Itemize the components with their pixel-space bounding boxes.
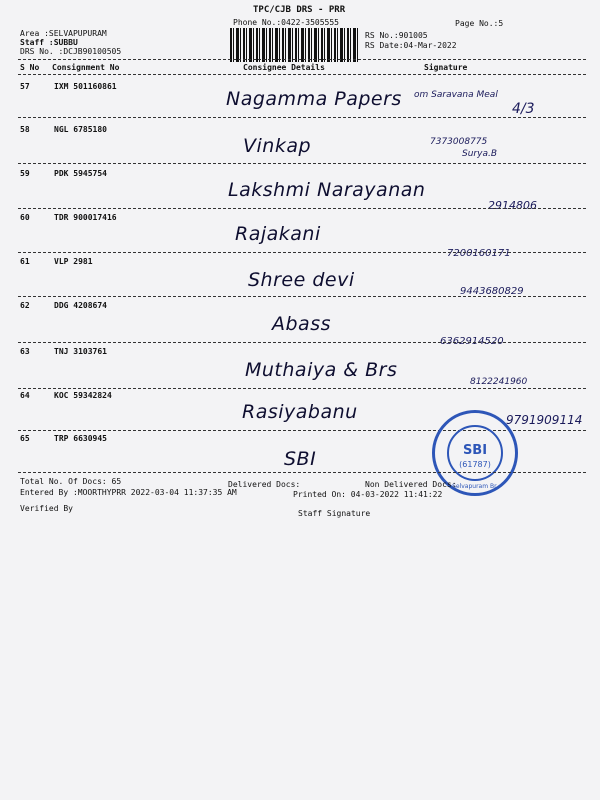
signature-phone: 9443680829 [460,286,524,297]
consignee-name: Lakshmi Narayanan [228,179,426,201]
row-sno: 62 [20,301,30,310]
stamp-code: (61787) [459,460,491,469]
divider [18,388,586,389]
barcode [230,28,358,62]
signature-phone: 8122241960 [470,377,528,387]
row-sno: 61 [20,257,30,266]
total-docs: Total No. Of Docs: 65 [20,477,122,486]
row-consignment: TDR 900017416 [54,213,117,222]
row-consignment: IXM 501160861 [54,82,117,91]
consignee-name: Nagamma Papers [226,88,402,110]
signature-phone: 7200160171 [447,248,511,259]
col-consignment: Consignment No [52,63,120,72]
table-row [0,82,600,130]
signature-phone: 7373008775 [430,137,488,147]
row-consignment: TNJ 3103761 [54,347,107,356]
row-sno: 58 [20,125,30,134]
verified-by: Verified By [20,504,73,513]
consignee-name: Rajakani [235,223,321,245]
entered-by: Entered By :MOORTHYPRR 2022-03-04 11:37:35 AM [20,488,237,497]
printed-on: Printed On: 04-03-2022 11:41:22 [293,490,443,499]
stamp-place: Selvapuram Br. [452,483,498,490]
divider [18,59,586,60]
consignee-name: Abass [272,313,331,335]
row-sno: 60 [20,213,30,222]
row-sno: 57 [20,82,30,91]
signature-extra: 4/3 [512,101,535,117]
divider [18,342,586,343]
row-consignment: KOC 59342824 [54,391,112,400]
phone-number: Phone No.:0422-3505555 [233,18,339,27]
divider [18,117,586,118]
drs-number: DRS No. :DCJB90100505 [20,47,122,56]
report-title: TPC/CJB DRS - PRR [253,5,346,15]
row-sno: 63 [20,347,30,356]
row-consignment: VLP 2981 [54,257,93,266]
signature-phone: 2914806 [488,199,537,212]
consignee-name: Rasiyabanu [242,401,358,423]
table-row [0,257,600,305]
divider [18,252,586,253]
non-delivered-docs: Non Delivered Docs: [365,480,457,489]
divider [18,296,586,297]
row-sno: 64 [20,391,30,400]
col-consignee: Consignee Details [243,63,325,72]
delivered-docs: Delivered Docs: [228,480,301,489]
row-sno: 65 [20,434,30,443]
divider [18,163,586,164]
col-sno: S No [20,63,40,72]
staff-signature: Staff Signature [298,509,371,518]
signature-phone: 9791909114 [506,413,583,427]
table-row [0,213,600,261]
consignee-name: Shree devi [248,269,355,291]
row-consignment: PDK 5945754 [54,169,107,178]
divider [18,74,586,75]
consignee-name: SBI [284,448,317,470]
signature-note: om Saravana Meal [414,90,498,100]
row-consignment: NGL 6785180 [54,125,107,134]
area-label: Area :SELVAPUPURAM [20,29,107,38]
table-row [0,125,600,173]
staff-label: Staff :SUBBU [20,38,78,47]
row-consignment: DDG 4208674 [54,301,107,310]
rs-date: RS Date:04-Mar-2022 [365,41,457,50]
col-signature: Signature [424,63,468,72]
divider [18,472,586,473]
row-consignment: TRP 6630945 [54,434,107,443]
signature-phone: 6362914520 [440,336,504,347]
stamp-bank: SBI [462,443,488,458]
row-sno: 59 [20,169,30,178]
table-row [0,169,600,217]
divider [18,208,586,209]
consignee-name: Muthaiya & Brs [245,359,398,381]
page-number: Page No.:5 [455,19,504,28]
signature-note: Surya.B [462,149,497,159]
consignee-name: Vinkap [243,135,312,157]
rs-number: RS No.:901005 [365,31,428,40]
